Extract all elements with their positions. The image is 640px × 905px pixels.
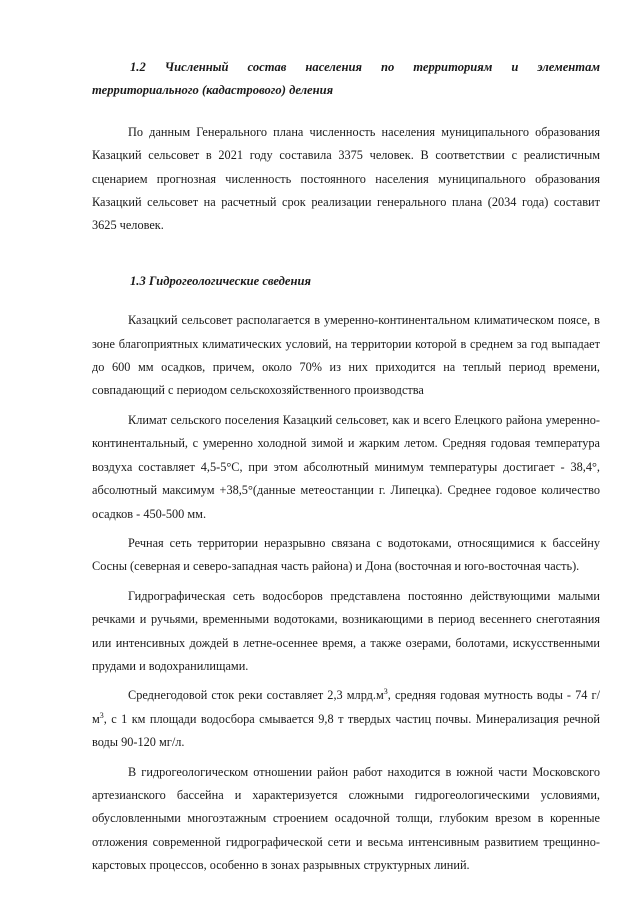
hydrographic-network-paragraph: Гидрографическая сеть водосборов представлена постоянно действующими малыми речками и ручьями, временными водотоками, возникающими в период весеннего снеготаяния или интенсивных дождей в летне-осеннее время, а также озерами, болотами, искусственными прудами и водохранилищами. [92,588,600,673]
section-1-2-heading-line1: 1.2 Численный состав населения по территориям и элементам [130,60,600,74]
population-paragraph: По данным Генерального плана численность населения муниципального образования Казацкий сельсовет в 2021 году составила 3375 человек. В соответствии с реалистичным сценарием прогнозная численность постоянного населения муниципального образования Казацкий сельсовет на расчетный срок реализации генерального плана (2034 года) составит 3625 человек. [92,124,600,233]
climate-zone-paragraph: Казацкий сельсовет располагается в умеренно-континентальном климатическом поясе, в зоне благоприятных климатических условий, на территории которой в среднем за год выпадает до 600 мм осадков, причем, около 70% из них приходится на теплый период времени, совпадающий с периодом сельскохозяйственного производства [92,313,600,398]
river-network-paragraph: Речная сеть территории неразрывно связана с водотоками, относящимися к бассейну Сосны (северная и северо-западная часть района) и Дона (восточная и юго-восточная часть). [92,535,600,574]
section-1-2-heading-line2: территориального (кадастрового) деления [92,83,334,98]
runoff-paragraph [92,684,600,754]
climate-paragraph: Климат сельского поселения Казацкий сельсовет, как и всего Елецкого района умеренно-континентальный, с умеренно холодной зимой и жарким летом. Средняя годовая температура воздуха составляет 4,5-5°С, при этом абсолютный минимум температуры достигает - 38,4°, абсолютный максимум +38,5°(данные метеостанции г. Липецка). Среднее годовое количество осадков - 450-500 мм. [92,412,600,521]
section-1-3-heading: 1.3 Гидрогеологические сведения [130,273,311,288]
runoff-text-3: , с 1 км площади водосбора смывается 9,8 т твердых частиц почвы. Минерализация речной воды 90-120 мг/л. [92,711,600,750]
hydrogeology-paragraph: В гидрогеологическом отношении район работ находится в южной части Московского артезианского бассейна и характеризуется сложными гидрогеологическими условиями, обусловленными многоэтажным строением осадочной толщи, глубоким врезом в коренные отложения современной гидрографической сети и весьма интенсивным развитием трещинно-карстовых процессов, особенно в зонах разрывных структурных линий. [92,764,600,873]
runoff-text-2: , средняя годовая мутность воды - 74 г/м [92,688,600,726]
runoff-sup-2: 3 [99,710,104,720]
runoff-text-1: Среднегодовой сток реки составляет 2,3 млрд.м [128,688,384,703]
runoff-sup-1: 3 [383,687,388,697]
